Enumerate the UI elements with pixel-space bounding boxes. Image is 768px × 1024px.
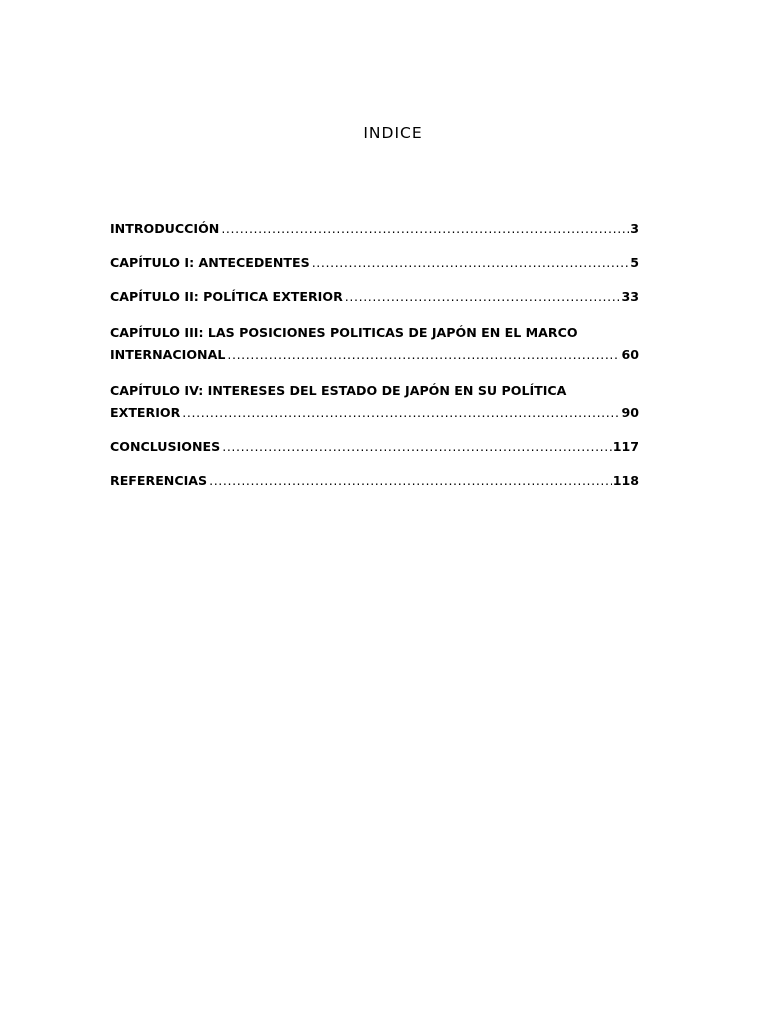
toc-entry-label-continued: INTERNACIONAL (110, 347, 226, 362)
toc-page-number: 117 (612, 439, 639, 454)
dot-leader (220, 437, 611, 456)
toc-entry-label: CAPÍTULO IV: INTERESES DEL ESTADO DE JAPÓN EN SU POLÍTICA (110, 383, 567, 398)
toc-entry-capitulo-2[interactable] (110, 287, 639, 306)
toc-page-number: 3 (630, 221, 639, 236)
toc-entry-label: INTRODUCCIÓN (110, 221, 220, 236)
dot-leader (343, 287, 621, 306)
dot-leader (225, 345, 620, 364)
toc-page-number: 33 (621, 289, 639, 304)
dot-leader (207, 471, 612, 490)
toc-entry-referencias[interactable] (110, 471, 639, 490)
toc-entry-label: CONCLUSIONES (110, 439, 221, 454)
toc-page-number: 60 (621, 347, 639, 362)
toc-page-number: 90 (621, 405, 639, 420)
toc-entry-label: CAPÍTULO II: POLÍTICA EXTERIOR (110, 289, 343, 304)
toc-entry-label: CAPÍTULO I: ANTECEDENTES (110, 255, 310, 270)
toc-entry-capitulo-1[interactable] (110, 253, 639, 272)
table-of-contents (110, 219, 639, 490)
dot-leader (310, 253, 630, 272)
toc-entry-introduccion[interactable] (110, 219, 639, 238)
toc-page-number: 5 (630, 255, 639, 270)
toc-entry-capitulo-3[interactable] (110, 321, 639, 364)
toc-entry-label: REFERENCIAS (110, 473, 208, 488)
dot-leader (219, 219, 629, 238)
toc-entry-capitulo-4[interactable] (110, 379, 639, 422)
page-title: INDICE (363, 124, 423, 142)
toc-entry-conclusiones[interactable] (110, 437, 639, 456)
toc-entry-label-continued: EXTERIOR (110, 405, 181, 420)
toc-page-number: 118 (612, 473, 639, 488)
toc-entry-label: CAPÍTULO III: LAS POSICIONES POLITICAS DE JAPÓN EN EL MARCO (110, 325, 578, 340)
dot-leader (180, 403, 620, 422)
